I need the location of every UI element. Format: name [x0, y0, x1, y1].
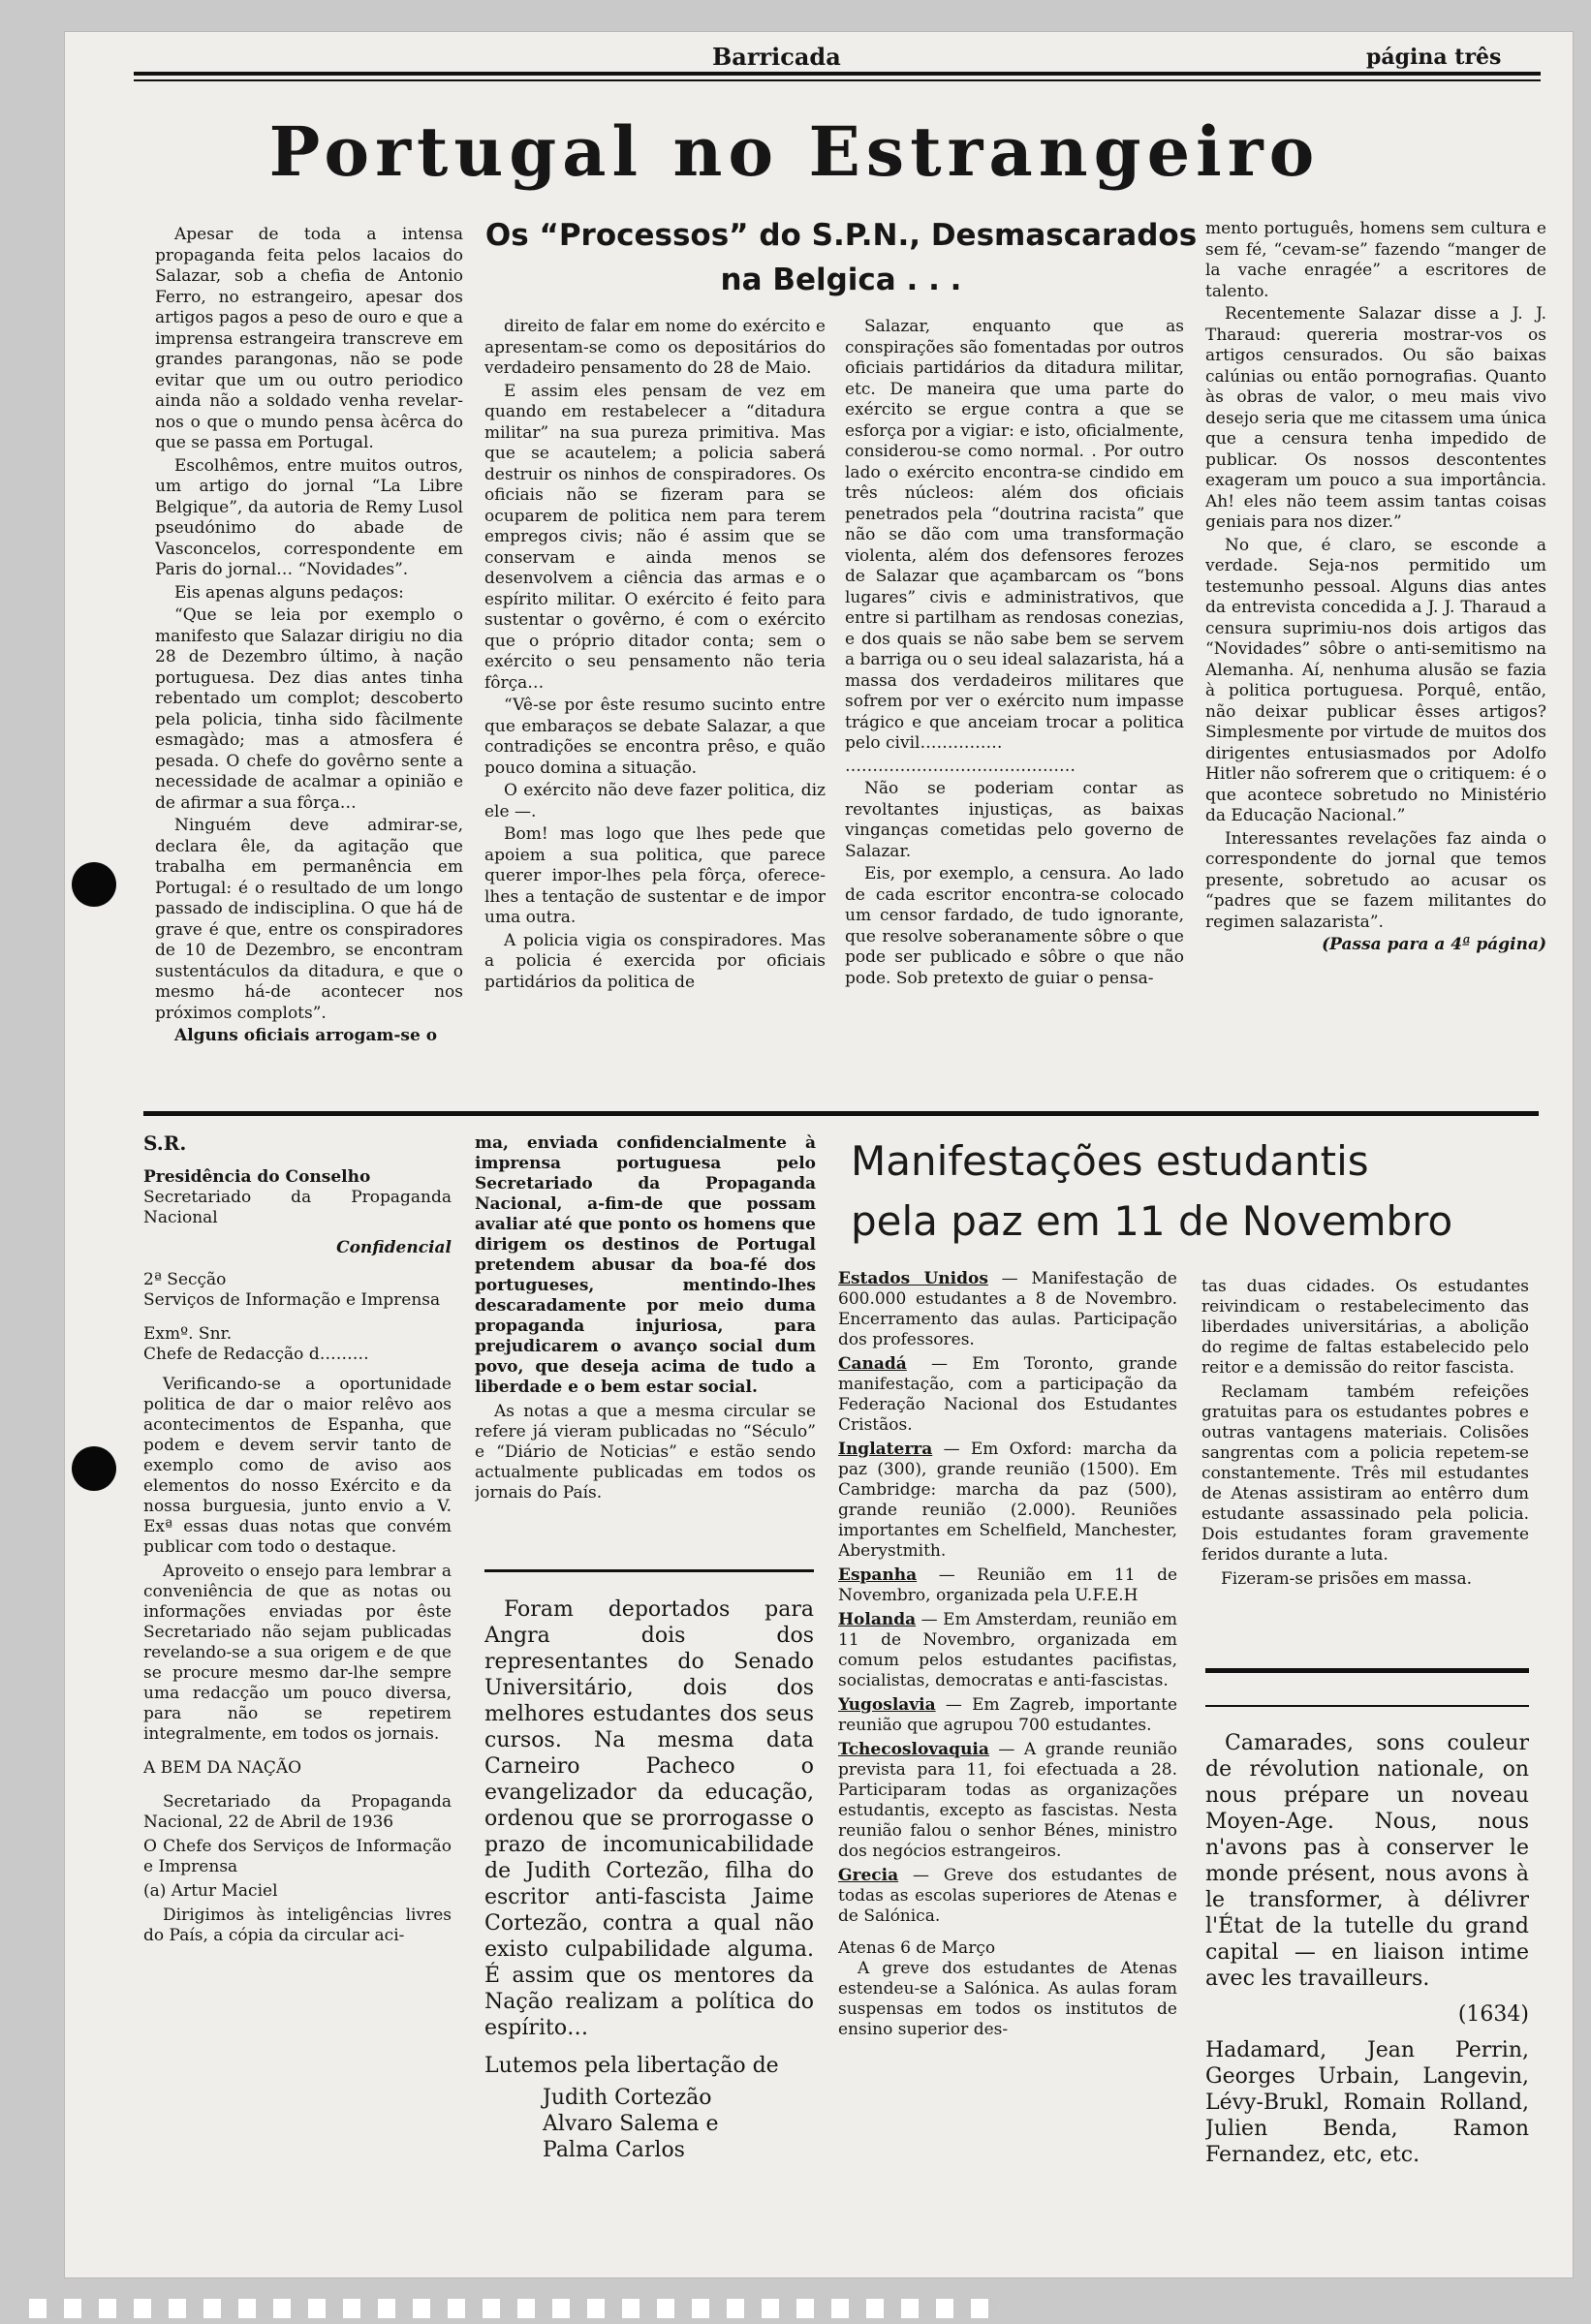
paragraph: Interessantes revelações faz ainda o correspondente do jornal que temos presente, sobretudo ao acusar os “padres que se fazem militantes do regimen salazarista”.: [1205, 828, 1546, 932]
circular-dateline: Secretariado da Propaganda Nacional, 22 de Abril de 1936: [143, 1792, 452, 1832]
section-rule: [143, 1111, 1539, 1116]
punch-hole: [72, 862, 116, 907]
circular-paragraph: ma, enviada confidencialmente à imprensa portuguesa pelo Secretariado da Propaganda Nacional, a-fim-de que possam avaliar até que ponto os homens que dirigem os destinos de Portugal pretendem abusar da boa-fé dos portugueses, mentindo-lhes descaradamente por meio duma propaganda injuriosa, para prejudicarem o avanço social dum povo, que deseja acima de tudo a liberdade e o bem estar social.: [475, 1133, 816, 1397]
paragraph: Ninguém deve admirar-se, declara êle, da agitação que trabalha em permanência em Portugal: é o resultado de um longo passado de indisciplina. O que há de grave é que, entre os conspiradores de 10 de Dezembro, se encontram sustentáculos da ditadura, e que o mesmo há-de acontecer nos próximos complots”.: [155, 816, 463, 1023]
prisoner-name: Judith Cortezão: [543, 2086, 712, 2110]
main-headline: Portugal no Estrangeiro: [268, 111, 1321, 192]
paragraph: “Que se leia por exemplo o manifesto que Salazar dirigiu no dia 28 de Dezembro último, à nação portuguesa. Dez dias antes tinha rebentado um complot; descoberto pela policia, tinha sido fàcilmente esmagàdo; mas a atmosfera é pesada. O chefe do govêrno sente a necessidade de acalmar a opinião e de afirmar a sua fôrça…: [155, 605, 463, 813]
paragraph: A policia vigia os conspiradores. Mas a policia é exercida por oficiais partidários da politica de: [484, 930, 826, 992]
continue-note: (Passa para a 4ª página): [1322, 935, 1546, 954]
manifestacoes-column-2: [1201, 1277, 1529, 1655]
circular-org: Secretariado da Propaganda Nacional: [143, 1188, 452, 1227]
paragraph: No que, é claro, se esconde a verdade. Seja-nos permitido um testemunho pessoal. Alguns dias antes da entrevista concedida a J. J. Tharaud a censura suprimiu-nos dois artigos das “Novidades” sôbre o anti-semitismo na Alemanha. Aí, nenhuma alusão se fazia à politica portuguesa. Porquê, então, não deixar publicar êsses artigos? Simplesmente por virtude de muitos dos dirigentes entusiasmados por Adolfo Hitler não sofrerem que o critiquem: é o que acontece sobretudo no Ministério da Educação Nacional.”: [1205, 535, 1546, 825]
country-text: — Reunião em 11 de Novembro, organizada pela U.F.E.H: [838, 1565, 1177, 1605]
article-column-1: [155, 225, 463, 1097]
country-item: [838, 1440, 1177, 1562]
country-item: [838, 1269, 1177, 1350]
country-name: Inglaterra: [838, 1440, 933, 1459]
signer: (a) Artur Maciel: [143, 1881, 278, 1901]
call-to-action: Lutemos pela libertação de: [484, 2054, 779, 2078]
article-column-3: [845, 317, 1184, 1097]
paragraph: Alguns oficiais arrogam-se o: [174, 1026, 438, 1045]
article-column-4: [1205, 219, 1546, 1100]
paragraph: O exército não deve fazer politica, diz ele —.: [484, 781, 826, 821]
circular-paragraph: Aproveito o ensejo para lembrar a conveniência de que as notas ou informações enviadas por êste Secretariado não sejam publicadas revelando-se a sua origem e de que se procure mesmo dar-lhe sempre uma redacção um pouco diversa, para não se repetirem integralmente, em todos os jornais.: [143, 1562, 452, 1744]
country-name: Grecia: [838, 1866, 899, 1885]
manifestacoes-headline: [851, 1131, 1548, 1252]
country-item: [838, 1565, 1177, 1606]
paragraph: Foram deportados para Angra dois dos representantes do Senado Universitário, dois dos melhores estudantes dos seus cursos. Na mesma data Carneiro Pacheco o evangelizador da educação, ordenou que se prorrogasse o prazo de incomunicabilidade de Judith Cortezão, filha do escritor anti-fascista Jaime Cortezão, contra a qual não existo culpabilidade alguma. É assim que os mentores da Nação realizam a política do espírito…: [484, 1597, 814, 2040]
circular-paragraph: Dirigimos às inteligências livres do País, a cópia da circular aci-: [143, 1906, 452, 1945]
country-name: Tchecoslovaquia: [838, 1740, 989, 1759]
page-label: página três: [1366, 45, 1502, 70]
circular-section: Serviços de Informação e Imprensa: [143, 1290, 441, 1310]
country-text: — A grande reunião prevista para 11, foi efectuada a 28. Participaram todas as organizações estudantis, excepto as fascistas. Nesta reunião falou o senhor Bénes, ministro dos negócios estrangeiros.: [838, 1740, 1177, 1861]
circular-section: 2ª Secção: [143, 1270, 227, 1289]
paragraph: “Vê-se por êste resumo sucinto entre que embaraços se debate Salazar, a que contradições se encontra prêso, e quão pouco domina a situação.: [484, 696, 826, 778]
article-column-2: [484, 317, 826, 1097]
circular-motto: A BEM DA NAÇÃO: [143, 1758, 302, 1778]
country-text: — Em Amsterdam, reunião em 11 de Novembro, organizada em comum pelos estudantes pacifistas, socialistas, democratas e anti-fascistas.: [838, 1610, 1177, 1690]
header-rule: [134, 72, 1541, 76]
newspaper-name: Barricada: [712, 43, 841, 71]
paragraph: Bom! mas logo que lhes pede que apoiem a sua politica, que parece querer impor-lhes pela fôrça, oferece-lhes a tentação de sustentar e de impor uma outra.: [484, 824, 826, 927]
circular-heading: S.R.: [143, 1133, 187, 1155]
signatories: Hadamard, Jean Perrin, Georges Urbain, Langevin, Lévy-Brukl, Romain Rolland, Julien Benda, Ramon Fernandez, etc, etc.: [1205, 2038, 1529, 2166]
box-rule: [1205, 1668, 1529, 1673]
country-text: — Em Toronto, grande manifestação, com a participação da Federação Nacional dos Estudantes Cristãos.: [838, 1354, 1177, 1435]
header-rule: [134, 79, 1541, 81]
country-text: — Em Oxford: marcha da paz (300), grande reunião (1500). Em Cambridge: marcha da paz (500), grande reunião (2.000). Reuniões importantes em Schelfield, Manchester, Aberystmith.: [838, 1440, 1177, 1561]
prisoner-name: Alvaro Salema e: [543, 2112, 719, 2136]
paragraph: Camarades, sons couleur de révolution nationale, on nous prépare un noveau Moyen-Age. Nous, nous n'avons pas à conserver le monde présent, nous avons à le transformer, à délivrer l'État de la tutelle du grand capital — en liaison intime avec les travailleurs.: [1205, 1731, 1529, 1991]
statement-number: (1634): [1457, 2002, 1529, 2027]
signer-title: O Chefe dos Serviços de Informação e Imprensa: [143, 1837, 452, 1876]
country-item: [838, 1740, 1177, 1862]
circular-column: [143, 1133, 452, 2160]
circular-paragraph: Verificando-se a oportunidade politica de dar o maior relêvo aos acontecimentos de Espanha, que podem e devem servir tanto de exemplo como de aviso aos elementos do nosso Exército e da nossa burguesia, junto envio a V. Exª essas duas notas que convém publicar com todo o destaque.: [143, 1375, 452, 1557]
manifestacoes-column-1: [838, 1269, 1177, 2170]
circular-paragraph: As notas a que a mesma circular se refere já vieram publicadas no “Século” e “Diário de Noticias” e estão sendo actualmente publicadas em todos os jornais do País.: [475, 1402, 816, 1503]
paragraph: E assim eles pensam de vez em quando em restabelecer a “ditadura militar” na sua pureza primitiva. Mas que se acautelem; a policia saberá destruir os ninhos de conspiradores. Os oficiais não se fizeram para se ocuparem de politica nem para terem empregos civis; não é assim que se conservam e ainda menos se desenvolvem a ciência das armas e o espírito militar. O exército é feito para sustentar o govêrno, é com o exército que o próprio ditador conta; sem o exército o seu pensamento não teria fôrça…: [484, 381, 826, 693]
country-text: — Manifestação de 600.000 estudantes a 8 de Novembro. Encerramento das aulas. Participação dos professores.: [838, 1269, 1177, 1349]
country-name: Espanha: [838, 1565, 918, 1585]
paragraph: Eis, por exemplo, a censura. Ao lado de cada escritor encontra-se colocado um censor fardado, de tudo ignorante, que resolve soberanamente sôbre o que pode ser publicado e sôbre o que não pode. Sob pretexto de guiar o pensa-: [845, 864, 1184, 988]
country-name: Canadá: [838, 1354, 907, 1374]
country-text: — Em Zagreb, importante reunião que agrupou 700 estudantes.: [838, 1695, 1177, 1735]
paragraph: Apesar de toda a intensa propaganda feita pelos lacaios do Salazar, sob a chefia de Antonio Ferro, no estrangeiro, apesar dos artigos pagos a peso de ouro e que a imprensa estrangeira transcreve em grandes parangonas, não se pode evitar que um ou outro periodico ainda não a soldado venha revelar-nos o que o mundo pensa àcêrca do que se passa em Portugal.: [155, 225, 463, 452]
athens-dateline: Atenas 6 de Março: [838, 1938, 996, 1958]
paragraph: Reclamam também refeições gratuitas para os estudantes pobres e outras vantagens materiais. Colisões sangrentas com a policia repetem-se constantemente. Três mil estudantes de Atenas assistiram ao entêrro dum estudante assassinado pela policia. Dois estudantes foram gravemente feridos durante a luta.: [1201, 1382, 1529, 1565]
deportation-note: [484, 1596, 814, 2158]
salutation: Exmº. Snr.: [143, 1324, 233, 1344]
paragraph: Escolhêmos, entre muitos outros, um artigo do jornal “La Libre Belgique”, da autoria de Remy Lusol pseudónimo do abade de Vasconcelos, correspondente em Paris do jornal… “Novidades”.: [155, 455, 463, 579]
paragraph: ……………………………………: [845, 756, 1076, 776]
headline-line: pela paz em 11 de Novembro: [851, 1197, 1453, 1245]
country-item: [838, 1866, 1177, 1927]
paragraph: tas duas cidades. Os estudantes reivindicam o restabelecimento das liberdades universitárias, a abolição do regime de faltas estabelecido pelo reitor e a demissão do reitor fascista.: [1201, 1277, 1529, 1378]
scale-ruler: [29, 2299, 998, 2318]
salutation: Chefe de Redacção d………: [143, 1345, 369, 1364]
paragraph: Recentemente Salazar disse a J. J. Tharaud: quereria mostrar-vos os artigos censurados. Ou são baixas calúnias ou então pornografias. Quanto às obras de valor, o meu mais vivo desejo seria que me citassem uma única que a censura tenha impedido de publicar. Os nossos descontentes exageram um pouco a sua importância. Ah! eles não teem assim tantas coisas geniais para nos dizer.”: [1205, 304, 1546, 532]
country-item: [838, 1695, 1177, 1736]
box-rule: [1205, 1705, 1529, 1707]
paragraph: Eis apenas alguns pedaços:: [174, 582, 404, 603]
paragraph: mento português, homens sem cultura e sem fé, “cevam-se” fazendo “manger de la vache enragée” a escritores de talento.: [1205, 219, 1546, 301]
box-rule: [484, 1569, 814, 1572]
country-name: Estados Unidos: [838, 1269, 988, 1288]
punch-hole: [72, 1446, 116, 1491]
article-subhead: Os “Processos” do S.P.N., Desmascarados na Belgica . . .: [484, 218, 1198, 297]
paragraph: Fizeram-se prisões em massa.: [1221, 1569, 1472, 1589]
prisoner-name: Palma Carlos: [543, 2138, 685, 2158]
circular-org: Presidência do Conselho: [143, 1167, 371, 1187]
athens-paragraph: A greve dos estudantes de Atenas estendeu-se a Salónica. As aulas foram suspensas em todos os institutos de ensino superior des-: [838, 1959, 1177, 2039]
headline-line: Manifestações estudantis: [851, 1137, 1369, 1185]
country-text: — Greve dos estudantes de todas as escolas superiores de Atenas e de Salónica.: [838, 1866, 1177, 1926]
confidential-label: Confidencial: [336, 1238, 452, 1257]
country-item: [838, 1354, 1177, 1436]
french-statement: [1205, 1730, 1529, 2166]
country-name: Holanda: [838, 1610, 917, 1629]
paragraph: direito de falar em nome do exército e apresentam-se como os depositários do verdadeiro pensamento do 28 de Maio.: [484, 317, 826, 378]
paragraph: Salazar, enquanto que as conspirações são fomentadas por outros oficiais partidários da ditadura militar, etc. De maneira que uma parte do exército se ergue contra a que se esforça por a vigiar: e isto, oficialmente, considerou-se como normal. . Por outro lado o exército encontra-se cindido em três núcleos: além dos oficiais penetrados pela “doutrina racista” que não se dão com uma transformação violenta, além dos defensores ferozes de Salazar que açambarcam os “bons lugares” civis e administrativos, que entre si partilham as rendosas conezias, e dos quais se não sabe bem se servem a barriga ou o seu ideal salazarista, há a massa dos verdadeiros militares que sofrem por ver o exército num impasse trágico e que anceiam trocar a politica pelo civil……………: [845, 317, 1184, 753]
country-item: [838, 1610, 1177, 1691]
paragraph: Não se poderiam contar as revoltantes injustiças, as baixas vinganças cometidas pelo governo de Salazar.: [845, 779, 1184, 861]
circular-continuation: [475, 1133, 816, 1560]
country-name: Yugoslavia: [838, 1695, 936, 1715]
